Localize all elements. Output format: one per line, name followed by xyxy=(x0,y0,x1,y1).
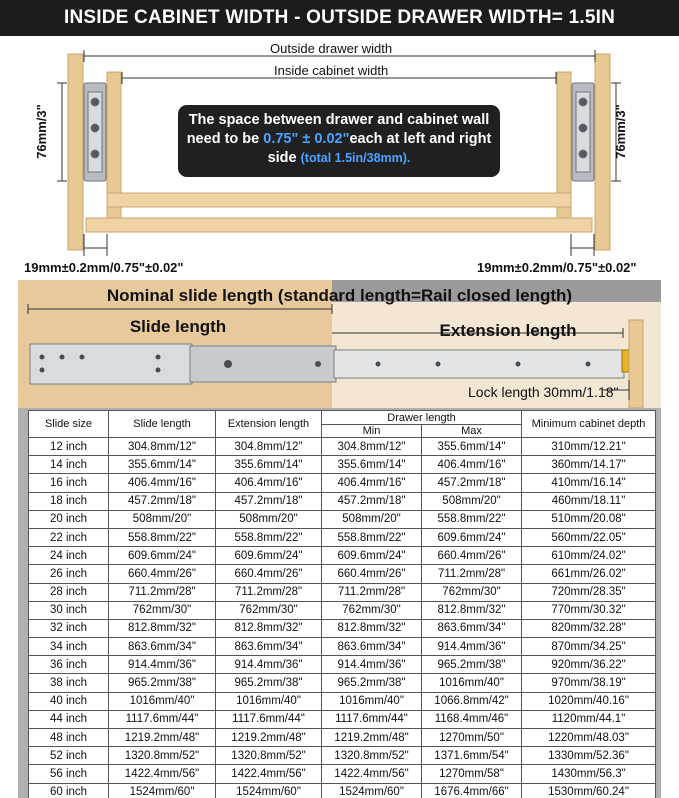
spec-table-panel xyxy=(18,408,661,798)
cell-min-cabinet-depth: 1120mm/44.1" xyxy=(522,710,656,728)
cell-slide-size: 14 inch xyxy=(29,456,109,474)
slide-spec-table xyxy=(28,410,656,798)
table-row xyxy=(29,547,656,565)
cell-slide-length: 1320.8mm/52" xyxy=(109,747,216,765)
cell-slide-length: 304.8mm/12" xyxy=(109,438,216,456)
gap-right-line xyxy=(571,234,594,256)
right-slide xyxy=(572,83,594,181)
cabinet-drawer-diagram xyxy=(0,36,679,280)
cell-drawer-max: 1676.4mm/66" xyxy=(422,783,522,798)
cell-extension-length: 304.8mm/12" xyxy=(216,438,322,456)
table-row xyxy=(29,474,656,492)
cell-slide-size: 12 inch xyxy=(29,438,109,456)
cell-drawer-max: 812.8mm/32" xyxy=(422,601,522,619)
cell-drawer-max: 762mm/30" xyxy=(422,583,522,601)
header-min: Min xyxy=(322,425,422,438)
table-row xyxy=(29,510,656,528)
inside-cabinet-width-label: Inside cabinet width xyxy=(274,63,389,78)
cell-drawer-min: 1422.4mm/56" xyxy=(322,765,422,783)
table-row xyxy=(29,583,656,601)
cell-extension-length: 812.8mm/32" xyxy=(216,619,322,637)
cell-drawer-max: 457.2mm/18" xyxy=(422,474,522,492)
callout-line-3 xyxy=(178,149,500,168)
cell-extension-length: 609.6mm/24" xyxy=(216,547,322,565)
table-row xyxy=(29,492,656,510)
cell-min-cabinet-depth: 610mm/24.02" xyxy=(522,547,656,565)
cell-drawer-min: 304.8mm/12" xyxy=(322,438,422,456)
slide-height-left-line xyxy=(57,83,67,181)
cell-drawer-max: 1371.6mm/54" xyxy=(422,747,522,765)
cell-slide-length: 812.8mm/32" xyxy=(109,619,216,637)
cell-extension-length: 863.6mm/34" xyxy=(216,638,322,656)
cell-slide-length: 660.4mm/26" xyxy=(109,565,216,583)
cell-slide-size: 40 inch xyxy=(29,692,109,710)
cell-drawer-min: 711.2mm/28" xyxy=(322,583,422,601)
callout-line-1: The space between drawer and cabinet wall xyxy=(188,112,490,128)
cell-drawer-max: 1016mm/40" xyxy=(422,674,522,692)
table-row xyxy=(29,528,656,546)
cell-drawer-max: 609.6mm/24" xyxy=(422,528,522,546)
table-row xyxy=(29,638,656,656)
cell-min-cabinet-depth: 870mm/34.25" xyxy=(522,638,656,656)
cell-drawer-max: 1066.8mm/42" xyxy=(422,692,522,710)
cell-extension-length: 965.2mm/38" xyxy=(216,674,322,692)
cell-slide-length: 355.6mm/14" xyxy=(109,456,216,474)
gap-left-line xyxy=(84,234,107,256)
cell-drawer-min: 457.2mm/18" xyxy=(322,492,422,510)
header-min-cabinet-depth: Minimum cabinet depth xyxy=(522,411,656,438)
cell-min-cabinet-depth: 1220mm/48.03" xyxy=(522,729,656,747)
cell-slide-length: 457.2mm/18" xyxy=(109,492,216,510)
gap-right-label: 19mm±0.2mm/0.75"±0.02" xyxy=(477,260,637,275)
callout-total-value: (total 1.5in/38mm). xyxy=(300,151,411,165)
cabinet-right-wall xyxy=(595,54,610,250)
table-row xyxy=(29,438,656,456)
table-row xyxy=(29,710,656,728)
cell-slide-size: 26 inch xyxy=(29,565,109,583)
table-row xyxy=(29,656,656,674)
cell-drawer-max: 711.2mm/28" xyxy=(422,565,522,583)
slide-length-label: Slide length xyxy=(129,317,227,336)
cell-drawer-min: 863.6mm/34" xyxy=(322,638,422,656)
drawer-back-board xyxy=(107,193,571,207)
header-max: Max xyxy=(422,425,522,438)
cell-slide-length: 914.4mm/36" xyxy=(109,656,216,674)
table-header-row xyxy=(29,411,656,425)
cell-drawer-max: 863.6mm/34" xyxy=(422,619,522,637)
cell-slide-length: 863.6mm/34" xyxy=(109,638,216,656)
cell-min-cabinet-depth: 360mm/14.17" xyxy=(522,456,656,474)
cell-slide-size: 22 inch xyxy=(29,528,109,546)
table-row xyxy=(29,765,656,783)
outer-rail xyxy=(30,344,192,384)
cell-extension-length: 914.4mm/36" xyxy=(216,656,322,674)
cell-extension-length: 1422.4mm/56" xyxy=(216,765,322,783)
cell-drawer-min: 609.6mm/24" xyxy=(322,547,422,565)
slide-height-right-label: 76mm/3" xyxy=(612,104,628,159)
cell-slide-size: 34 inch xyxy=(29,638,109,656)
callout-line-2-post: each at left and right xyxy=(349,131,492,147)
cell-slide-size: 28 inch xyxy=(29,583,109,601)
banner-title: INSIDE CABINET WIDTH - OUTSIDE DRAWER WIDTH= 1.5IN xyxy=(64,7,615,28)
cell-slide-length: 965.2mm/38" xyxy=(109,674,216,692)
cell-min-cabinet-depth: 820mm/32.28" xyxy=(522,619,656,637)
cell-extension-length: 457.2mm/18" xyxy=(216,492,322,510)
cell-slide-length: 1117.6mm/44" xyxy=(109,710,216,728)
left-slide xyxy=(84,83,106,181)
header-slide-length: Slide length xyxy=(109,411,216,438)
lock-length-label: Lock length 30mm/1.18" xyxy=(468,384,619,400)
cell-drawer-min: 558.8mm/22" xyxy=(322,528,422,546)
cell-extension-length: 1524mm/60" xyxy=(216,783,322,798)
cell-drawer-min: 914.4mm/36" xyxy=(322,656,422,674)
cell-min-cabinet-depth: 661mm/26.02" xyxy=(522,565,656,583)
callout-line-2-pre: need to be xyxy=(186,131,264,147)
cell-slide-length: 1524mm/60" xyxy=(109,783,216,798)
table-row xyxy=(29,619,656,637)
slide-height-left-label: 76mm/3" xyxy=(33,104,49,159)
cell-slide-size: 32 inch xyxy=(29,619,109,637)
cell-drawer-max: 1270mm/58" xyxy=(422,765,522,783)
cell-min-cabinet-depth: 510mm/20.08" xyxy=(522,510,656,528)
table-row xyxy=(29,565,656,583)
cell-slide-length: 609.6mm/24" xyxy=(109,547,216,565)
cell-slide-size: 60 inch xyxy=(29,783,109,798)
cell-drawer-max: 965.2mm/38" xyxy=(422,656,522,674)
cell-slide-length: 711.2mm/28" xyxy=(109,583,216,601)
cell-extension-length: 1320.8mm/52" xyxy=(216,747,322,765)
cell-min-cabinet-depth: 970mm/38.19" xyxy=(522,674,656,692)
table-row xyxy=(29,692,656,710)
cell-drawer-max: 660.4mm/26" xyxy=(422,547,522,565)
cell-drawer-min: 1524mm/60" xyxy=(322,783,422,798)
extension-length-label: Extension length xyxy=(439,321,577,340)
table-row xyxy=(29,729,656,747)
callout-line-3-pre: side xyxy=(267,150,301,166)
cell-drawer-min: 660.4mm/26" xyxy=(322,565,422,583)
cell-extension-length: 355.6mm/14" xyxy=(216,456,322,474)
cell-drawer-min: 1016mm/40" xyxy=(322,692,422,710)
cell-drawer-min: 1117.6mm/44" xyxy=(322,710,422,728)
cell-slide-size: 48 inch xyxy=(29,729,109,747)
cell-extension-length: 508mm/20" xyxy=(216,510,322,528)
cell-slide-size: 16 inch xyxy=(29,474,109,492)
slide-length-illustration xyxy=(18,280,661,408)
cell-extension-length: 711.2mm/28" xyxy=(216,583,322,601)
cell-drawer-max: 1168.4mm/46" xyxy=(422,710,522,728)
header-extension-length: Extension length xyxy=(216,411,322,438)
cell-slide-length: 1219.2mm/48" xyxy=(109,729,216,747)
callout-line-2 xyxy=(178,130,500,149)
cell-drawer-min: 1219.2mm/48" xyxy=(322,729,422,747)
cell-slide-size: 24 inch xyxy=(29,547,109,565)
table-row xyxy=(29,747,656,765)
cell-min-cabinet-depth: 460mm/18.11" xyxy=(522,492,656,510)
cell-slide-size: 56 inch xyxy=(29,765,109,783)
cell-extension-length: 762mm/30" xyxy=(216,601,322,619)
cell-min-cabinet-depth: 310mm/12.21" xyxy=(522,438,656,456)
cell-slide-size: 52 inch xyxy=(29,747,109,765)
outside-drawer-width-label: Outside drawer width xyxy=(270,41,393,56)
table-row xyxy=(29,674,656,692)
cell-drawer-min: 1320.8mm/52" xyxy=(322,747,422,765)
cell-drawer-min: 355.6mm/14" xyxy=(322,456,422,474)
cell-drawer-min: 812.8mm/32" xyxy=(322,619,422,637)
cell-min-cabinet-depth: 770mm/30.32" xyxy=(522,601,656,619)
cell-drawer-max: 914.4mm/36" xyxy=(422,638,522,656)
cell-extension-length: 406.4mm/16" xyxy=(216,474,322,492)
cell-min-cabinet-depth: 1330mm/52.36" xyxy=(522,747,656,765)
spec-table-body xyxy=(29,438,656,798)
cell-slide-size: 44 inch xyxy=(29,710,109,728)
gap-left-label: 19mm±0.2mm/0.75"±0.02" xyxy=(24,260,184,275)
cell-extension-length: 558.8mm/22" xyxy=(216,528,322,546)
cell-slide-size: 30 inch xyxy=(29,601,109,619)
cell-min-cabinet-depth: 920mm/36.22" xyxy=(522,656,656,674)
cell-slide-size: 18 inch xyxy=(29,492,109,510)
cell-extension-length: 1117.6mm/44" xyxy=(216,710,322,728)
cell-slide-size: 38 inch xyxy=(29,674,109,692)
cell-min-cabinet-depth: 1020mm/40.16" xyxy=(522,692,656,710)
middle-rail xyxy=(190,346,336,382)
cell-min-cabinet-depth: 560mm/22.05" xyxy=(522,528,656,546)
cell-extension-length: 1016mm/40" xyxy=(216,692,322,710)
cell-drawer-max: 558.8mm/22" xyxy=(422,510,522,528)
cell-drawer-max: 1270mm/50" xyxy=(422,729,522,747)
table-row xyxy=(29,456,656,474)
table-row xyxy=(29,783,656,798)
header-drawer-length: Drawer length xyxy=(322,411,522,425)
cell-slide-length: 558.8mm/22" xyxy=(109,528,216,546)
cell-min-cabinet-depth: 1430mm/56.3" xyxy=(522,765,656,783)
cell-drawer-max: 355.6mm/14" xyxy=(422,438,522,456)
cell-slide-length: 508mm/20" xyxy=(109,510,216,528)
cabinet-bottom-board xyxy=(86,218,592,232)
cabinet-left-wall xyxy=(68,54,83,250)
callout-gap-value: 0.75" ± 0.02" xyxy=(263,131,350,147)
gap-requirement-callout xyxy=(178,105,500,177)
nominal-slide-length-label: Nominal slide length (standard length=Rail closed length) xyxy=(106,286,573,305)
cell-drawer-max: 508mm/20" xyxy=(422,492,522,510)
cell-slide-length: 406.4mm/16" xyxy=(109,474,216,492)
cell-min-cabinet-depth: 1530mm/60.24" xyxy=(522,783,656,798)
cell-slide-size: 20 inch xyxy=(29,510,109,528)
cell-drawer-min: 762mm/30" xyxy=(322,601,422,619)
cell-extension-length: 660.4mm/26" xyxy=(216,565,322,583)
cell-drawer-min: 406.4mm/16" xyxy=(322,474,422,492)
cell-slide-length: 1016mm/40" xyxy=(109,692,216,710)
cell-min-cabinet-depth: 410mm/16.14" xyxy=(522,474,656,492)
cell-extension-length: 1219.2mm/48" xyxy=(216,729,322,747)
table-row xyxy=(29,601,656,619)
cell-drawer-max: 406.4mm/16" xyxy=(422,456,522,474)
cell-drawer-min: 965.2mm/38" xyxy=(322,674,422,692)
drawer-end-post xyxy=(629,320,643,408)
cell-drawer-min: 508mm/20" xyxy=(322,510,422,528)
cell-slide-size: 36 inch xyxy=(29,656,109,674)
title-banner xyxy=(0,0,679,36)
cell-min-cabinet-depth: 720mm/28.35" xyxy=(522,583,656,601)
cell-slide-length: 762mm/30" xyxy=(109,601,216,619)
header-slide-size: Slide size xyxy=(29,411,109,438)
cell-slide-length: 1422.4mm/56" xyxy=(109,765,216,783)
